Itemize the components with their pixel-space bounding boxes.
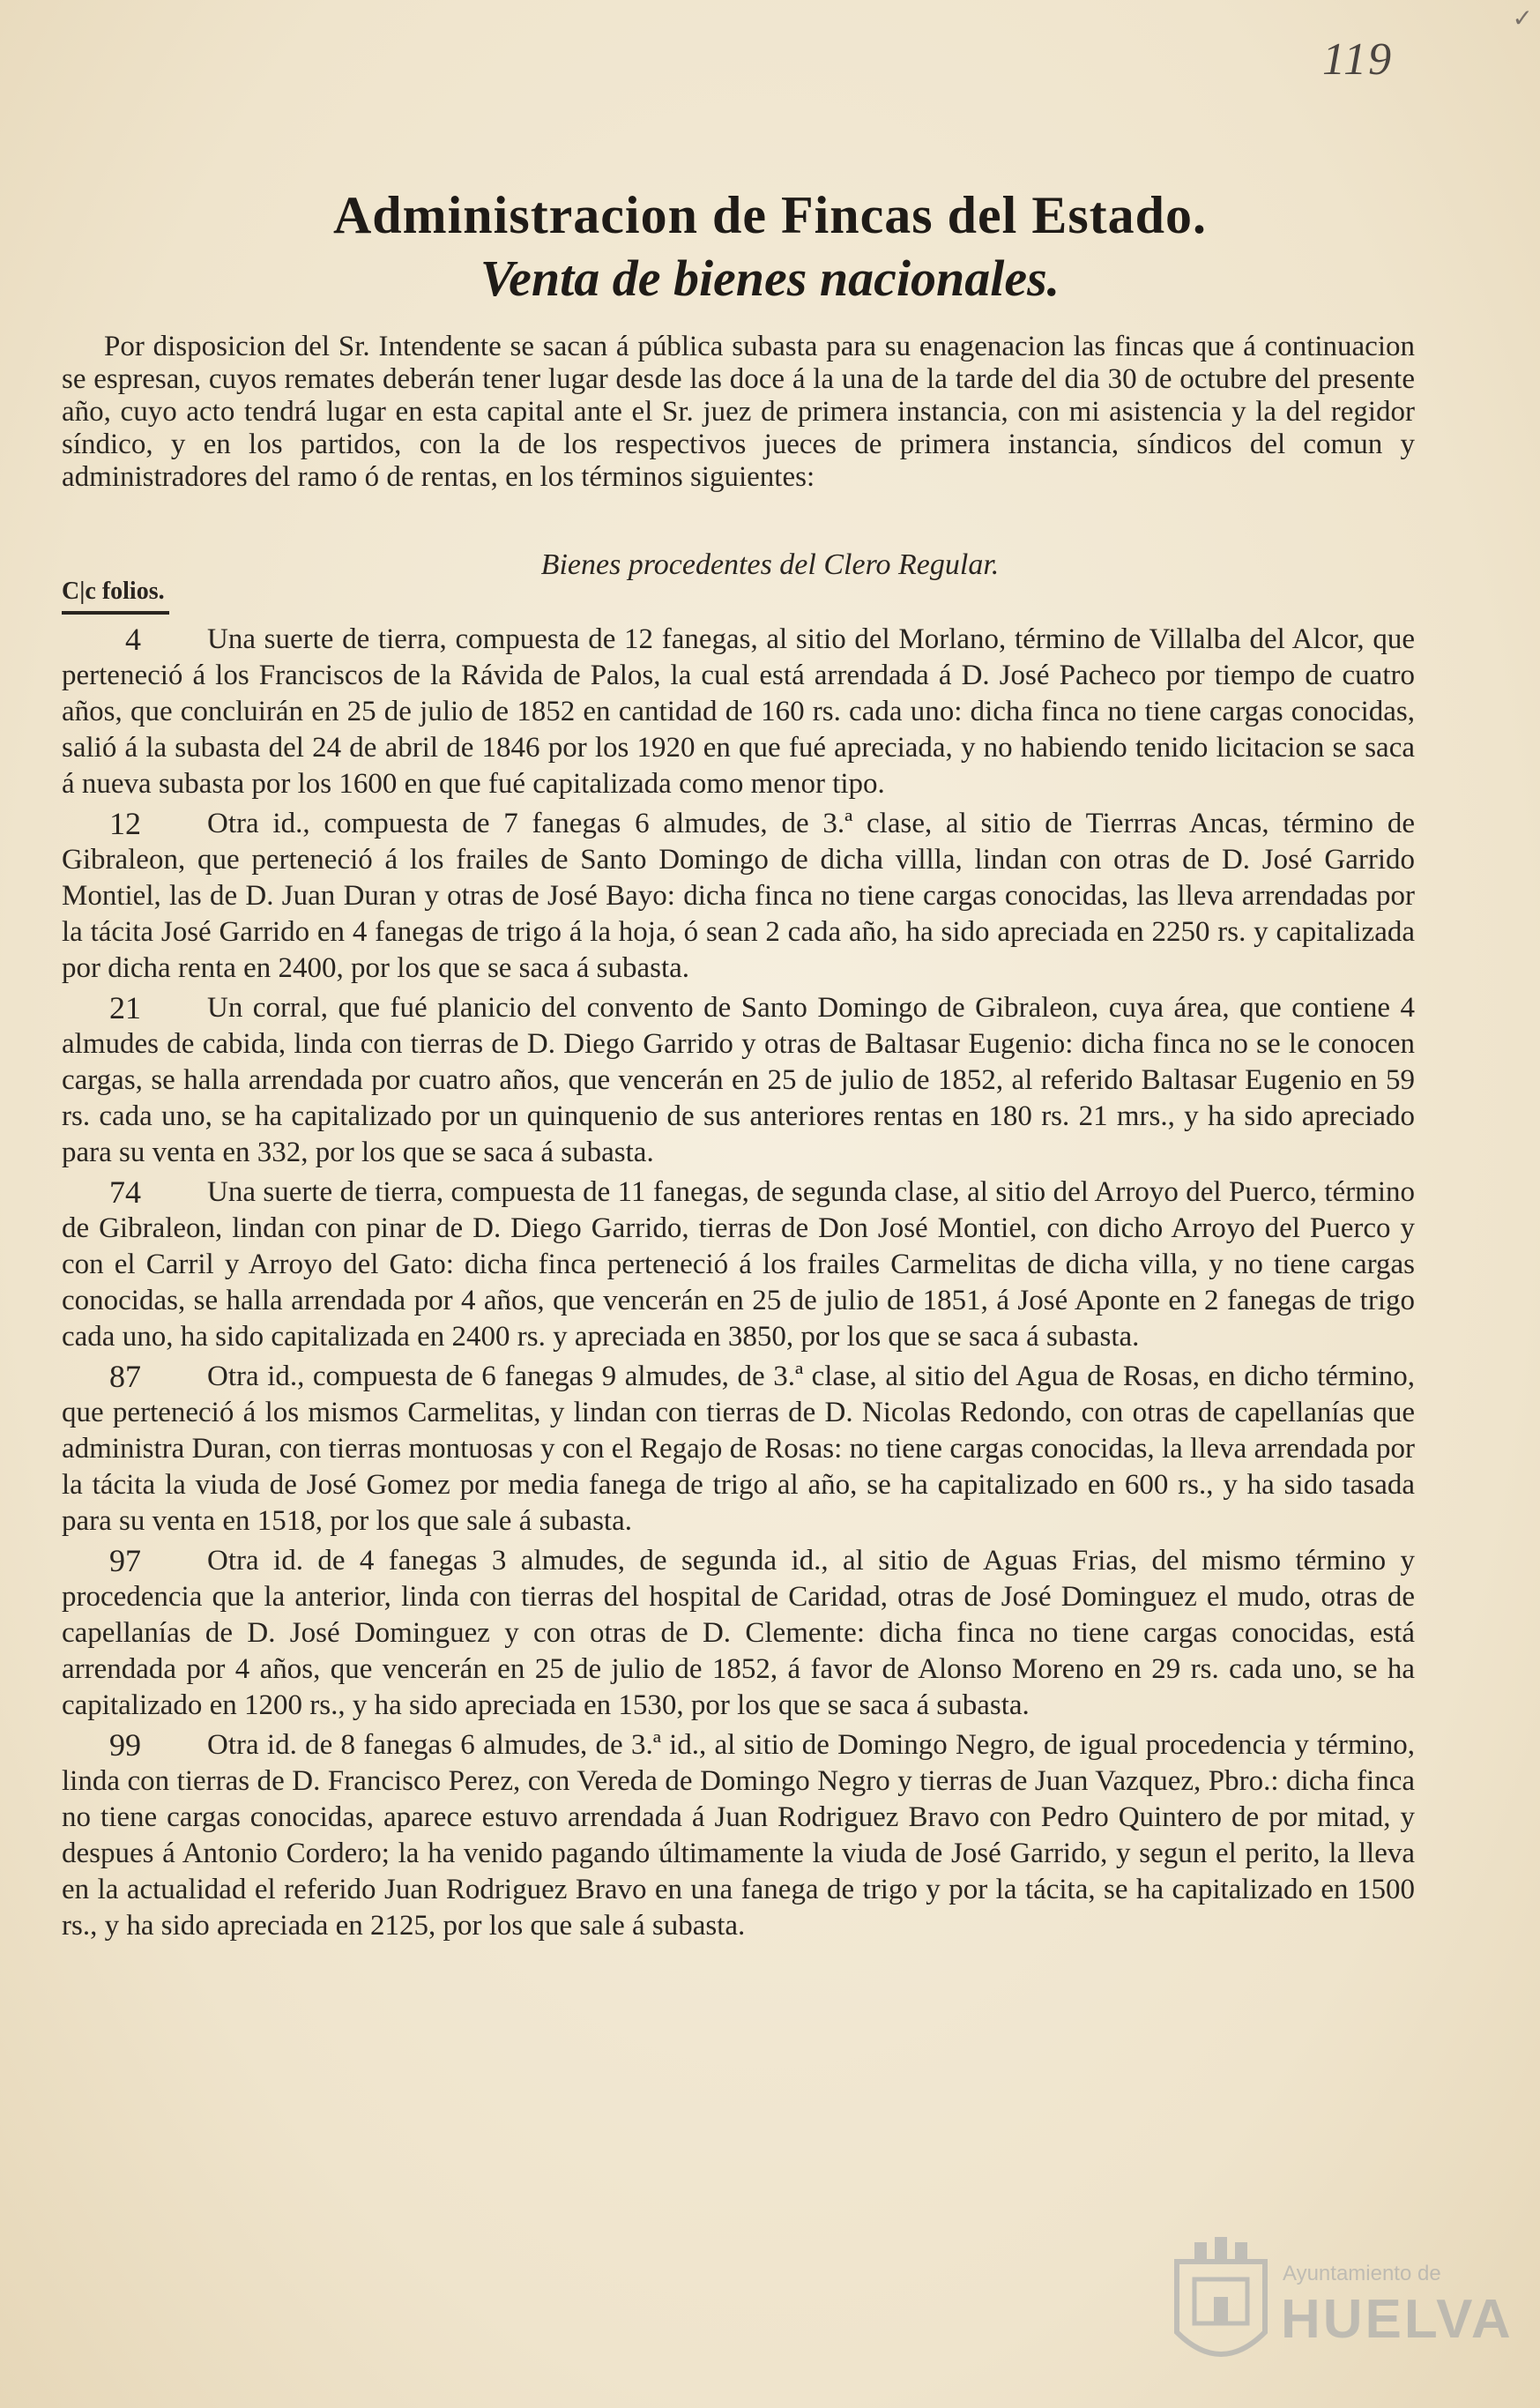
folio-number: 119: [1322, 34, 1394, 85]
entry-number: 21: [109, 990, 141, 1025]
list-item: [62, 990, 1415, 1171]
entry-text: Otra id. de 8 fanegas 6 almudes, de 3.ª id., al sitio de Domingo Negro, de igual procedencia y término, linda con tierras de D. Francisco Perez, con Vereda de Domingo Negro y tierras de Juan Vazquez, Pbro.: dicha finca no tiene cargas conocidas, aparece estuvo arrendada á Juan Rodriguez Bravo con Pedro Quintero de por mitad, y despues á Antonio Cordero; la ha venido pagando últimamente la viuda de José Garrido, y segun el perito, la lleva en la actualidad el referido Juan Rodriguez Bravo en una fanega de trigo y por la tácita, se ha capitalizado en 1500 rs., y ha sido apreciada en 2125, por los que sale á subasta.: [62, 1729, 1415, 1942]
entry-text: Una suerte de tierra, compuesta de 11 fanegas, de segunda clase, al sitio del Arroyo del Puerco, término de Gibraleon, lindan con pinar de D. Diego Garrido, tierras de Don José Montiel, con dicho Arroyo del Puerco y con el Carril y Arroyo del Gato: dicha finca perteneció á los frailes Carmelitas de dicha villa, y no tiene cargas conocidas, se halla arrendada por 4 años, que vencerán en 25 de julio de 1851, á José Aponte en 2 fanegas de trigo cada uno, ha sido capitalizada en 2400 rs. y apreciada en 3850, por los que se saca á subasta.: [62, 1176, 1415, 1353]
intro-paragraph: Por disposicion del Sr. Intendente se sacan á pública subasta para su enagenacion las fincas que á continuacion se espresan, cuyos remates deberán tener lugar desde las doce á la una de la tarde del dia 30 de octubre del presente año, cuyo acto tendrá lugar en esta capital ante el Sr. juez de primera instancia, con mi asistencia y la del regidor síndico, y en los partidos, con la de los respectivos jueces de primera instancia, síndicos del comun y administradores del ramo ó de rentas, en los términos siguientes:: [62, 331, 1415, 493]
entry-number: 12: [109, 806, 141, 841]
entry-number: 87: [109, 1359, 141, 1394]
entry-text: Un corral, que fué planicio del convento de Santo Domingo de Gibraleon, cuya área, que contiene 4 almudes de cabida, linda con tierras de D. Diego Garrido y otras de Baltasar Eugenio: dicha finca no se le conocen cargas, se halla arrendada por cuatro años, que vencerán en 25 de julio de 1852, al referido Baltasar Eugenio en 59 rs. cada uno, se ha capitalizado por un quinquenio de sus anteriores rentas en 180 rs. 21 mrs., y ha sido apreciado para su venta en 332, por los que se saca á subasta.: [62, 992, 1415, 1168]
castle-crest-icon: [1168, 2235, 1274, 2376]
watermark-line2: HUELVA: [1281, 2289, 1514, 2350]
entry-text: Otra id. de 4 fanegas 3 almudes, de segunda id., al sitio de Aguas Frias, del mismo término y procedencia que la anterior, linda con tierras del hospital de Caridad, otras de José Dominguez el mudo, otras de capellanías de D. José Dominguez y con otras de D. Clemente: dicha finca no tiene cargas conocidas, está arrendada por 4 años, que vencerán en 25 de julio de 1852, á favor de Alonso Moreno en 29 rs. cada uno, se ha capitalizado en 1200 rs., y ha sido apreciada en 1530, por los que se saca á subasta.: [62, 1545, 1415, 1721]
entry-text: Una suerte de tierra, compuesta de 12 fanegas, al sitio del Morlano, término de Villalba del Alcor, que perteneció á los Franciscos de la Rávida de Palos, la cual está arrendada á D. José Pacheco por tiempo de cuatro años, que concluirán en 25 de julio de 1852 en cantidad de 160 rs. cada uno: dicha finca no tiene cargas conocidas, salió á la subasta del 24 de abril de 1846 por los 1920 en que fué apreciada, y no habiendo tenido licitacion se saca á nueva subasta por los 1600 en que fué capitalizada como menor tipo.: [62, 623, 1415, 800]
list-item: [62, 1359, 1415, 1539]
list-item: [62, 622, 1415, 802]
list-item: [62, 1543, 1415, 1724]
entry-number: 74: [109, 1174, 141, 1210]
entry-text: Otra id., compuesta de 6 fanegas 9 almudes, de 3.ª clase, al sitio del Agua de Rosas, en dicho término, que perteneció á los mismos Carmelitas, y lindan con tierras de D. Nicolas Redondo, con otras de capellanías que administra Duran, con tierras montuosas y con el Regajo de Rosas: no tiene cargas conocidas, la lleva arrendada por la tácita la viuda de José Gomez por media fanega de trigo al año, se ha capitalizado en 600 rs., y ha sido tasada para su venta en 1518, por los que sale á subasta.: [62, 1361, 1415, 1537]
entry-number: 97: [109, 1543, 141, 1578]
list-item: [62, 1727, 1415, 1944]
entries-list: [62, 622, 1415, 1948]
section-heading: Bienes procedentes del Clero Regular.: [540, 548, 1000, 581]
entry-number: 99: [109, 1727, 141, 1763]
watermark-logo: [1168, 2226, 1514, 2385]
document-title: Administracion de Fincas del Estado.: [332, 186, 1208, 244]
watermark-line1: Ayuntamiento de: [1283, 2262, 1441, 2285]
corner-mark: ✓: [1512, 5, 1533, 33]
list-item: [62, 1174, 1415, 1355]
column-label: C|c folios.: [62, 578, 165, 605]
document-subtitle: Venta de bienes nacionales.: [480, 250, 1060, 307]
list-item: [62, 806, 1415, 987]
entry-text: Otra id., compuesta de 7 fanegas 6 almudes, de 3.ª clase, al sitio de Tierrras Ancas, término de Gibraleon, que perteneció á los frailes de Santo Domingo de dicha villla, lindan con otras de D. José Garrido Montiel, las de D. Juan Duran y otras de José Bayo: dicha finca no tiene cargas conocidas, las lleva arrendadas por la tácita José Garrido en 4 fanegas de trigo á la hoja, ó sean 2 cada año, ha sido apreciada en 2250 rs. y capitalizada por dicha renta en 2400, por los que se saca á subasta.: [62, 808, 1415, 984]
entry-number: 4: [125, 622, 141, 657]
column-rule: [62, 611, 169, 615]
